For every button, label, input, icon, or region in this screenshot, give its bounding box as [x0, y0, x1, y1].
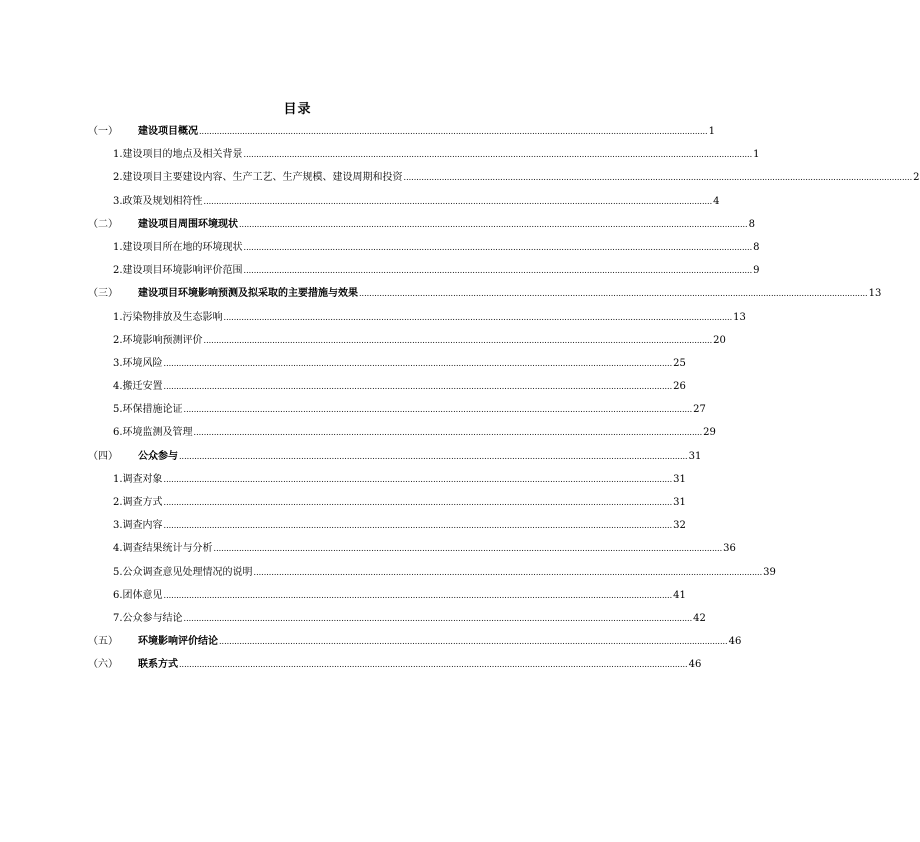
toc-subsection-entry[interactable] [88, 607, 706, 630]
toc-subsection-entry[interactable] [88, 398, 706, 421]
toc-page-number: 8 [748, 218, 755, 230]
toc-section-number: （二） [88, 218, 118, 230]
toc-section-entry[interactable] [88, 213, 755, 236]
toc-entry-label: 建设项目环境影响预测及拟采取的主要措施与效果 [138, 288, 358, 300]
toc-subsection-entry[interactable] [88, 329, 726, 352]
toc-page-number: 31 [673, 473, 686, 485]
toc-entry-label: 2.环境影响预测评价 [113, 334, 203, 346]
toc-dot-leader: ........................................................................................................................................................................................................ [163, 498, 673, 507]
toc-dot-leader: ........................................................................................................................................................................................................ [243, 150, 753, 160]
toc-dot-leader: ........................................................................................................................................................................................................ [359, 289, 868, 299]
toc-entry-label: 环境影响评价结论 [138, 636, 218, 648]
toc-entry-label: 1.污染物排放及生态影响 [113, 311, 223, 323]
toc-page-number: 1 [708, 126, 715, 137]
toc-entry-label: 1.调查对象 [113, 473, 163, 485]
toc-section-number: （四） [88, 450, 118, 462]
toc-subsection-entry[interactable] [88, 306, 746, 329]
toc-subsection-entry[interactable] [88, 352, 686, 375]
toc-entry-label: 5.公众调查意见处理情况的说明 [113, 566, 253, 578]
toc-entry-label: 建设项目周围环境现状 [138, 218, 238, 230]
toc-page-number: 36 [723, 543, 736, 555]
toc-page-number: 9 [753, 265, 760, 277]
toc-page-number: 39 [763, 566, 776, 578]
toc-subsection-entry[interactable] [88, 190, 720, 213]
toc-dot-leader: ........................................................................................................................................................................................................ [163, 358, 673, 368]
toc-dot-leader: ........................................................................................................................................................................................................ [193, 428, 703, 438]
toc-page-number: 13 [868, 288, 882, 300]
toc-subsection-entry[interactable] [88, 236, 760, 259]
toc-dot-leader: ........................................................................................................................................................................................................ [219, 637, 728, 647]
toc-section-entry[interactable] [88, 282, 882, 305]
toc-subsection-entry[interactable] [88, 166, 920, 189]
toc-dot-leader: ........................................................................................................................................................................................................ [243, 242, 753, 252]
toc-page-number: 25 [673, 357, 686, 369]
toc-section-entry[interactable] [88, 630, 742, 653]
toc-page-number: 46 [688, 659, 702, 671]
toc-entry-label: 5.环保措施论证 [113, 404, 183, 416]
toc-section-entry[interactable] [88, 653, 702, 676]
toc-entry-label: 4.调查结果统计与分析 [113, 543, 213, 555]
toc-subsection-entry[interactable] [88, 491, 686, 514]
toc-page-number: 2 [913, 172, 920, 184]
toc-page-number: 41 [673, 589, 686, 601]
toc-dot-leader: ........................................................................................................................................................................................................ [239, 219, 748, 229]
toc-subsection-entry[interactable] [88, 375, 686, 398]
toc-subsection-entry[interactable] [88, 537, 736, 560]
toc-dot-leader: ........................................................................................................................................................................................................ [163, 474, 673, 484]
toc-entry-label: 1.建设项目的地点及相关背景 [113, 149, 243, 161]
toc-subsection-entry[interactable] [88, 259, 760, 282]
toc-section-number: （六） [88, 659, 118, 671]
toc-dot-leader: ........................................................................................................................................................................................................ [253, 567, 763, 577]
toc-entry-label: 联系方式 [138, 659, 178, 671]
toc-page-number: 46 [728, 636, 742, 648]
toc-subsection-entry[interactable] [88, 468, 686, 491]
toc-entry-label: 公众参与 [138, 450, 178, 462]
toc-section-number: （一） [88, 126, 118, 137]
toc-entry-label: 2.建设项目主要建设内容、生产工艺、生产规模、建设周期和投资 [113, 172, 403, 184]
toc-section-entry[interactable] [88, 120, 715, 143]
toc-section-number: （三） [88, 288, 118, 300]
toc-title: 目录 [283, 102, 312, 117]
toc-dot-leader: ........................................................................................................................................................................................................ [163, 521, 673, 531]
toc-page-number: 8 [753, 241, 760, 253]
toc-dot-leader: ........................................................................................................................................................................................................ [213, 544, 723, 554]
toc-subsection-entry[interactable] [88, 143, 760, 166]
toc-entry-label: 2.调查方式 [113, 497, 163, 508]
toc-entry-label: 建设项目概况 [138, 126, 198, 137]
toc-entry-label: 6.环境监测及管理 [113, 427, 193, 439]
toc-dot-leader: ........................................................................................................................................................................................................ [183, 613, 693, 623]
toc-page-number: 42 [693, 612, 706, 624]
toc-dot-leader: ........................................................................................................................................................................................................ [179, 660, 688, 670]
toc-dot-leader: ........................................................................................................................................................................................................ [223, 312, 733, 322]
toc-page-number: 27 [693, 404, 706, 416]
toc-page-number: 29 [703, 427, 716, 439]
table-of-contents [88, 120, 920, 677]
toc-entry-label: 3.环境风险 [113, 357, 163, 369]
toc-dot-leader: ........................................................................................................................................................................................................ [163, 382, 673, 392]
toc-page-number: 1 [753, 149, 760, 161]
toc-page-number: 31 [688, 450, 702, 462]
toc-page-number: 32 [673, 520, 686, 532]
toc-subsection-entry[interactable] [88, 561, 776, 584]
toc-section-entry[interactable] [88, 445, 702, 468]
toc-page-number: 31 [673, 497, 686, 508]
toc-page-number: 26 [673, 381, 686, 393]
toc-entry-label: 1.建设项目所在地的环境现状 [113, 241, 243, 253]
toc-dot-leader: ........................................................................................................................................................................................................ [403, 173, 913, 183]
toc-section-number: （五） [88, 636, 118, 648]
toc-entry-label: 3.调查内容 [113, 520, 163, 532]
toc-entry-label: 3.政策及规划相符性 [113, 195, 203, 207]
toc-entry-label: 7.公众参与结论 [113, 612, 183, 624]
toc-entry-label: 4.搬迁安置 [113, 381, 163, 393]
toc-subsection-entry[interactable] [88, 584, 686, 607]
toc-page-number: 20 [713, 334, 726, 346]
toc-dot-leader: ........................................................................................................................................................................................................ [203, 196, 713, 206]
toc-entry-label: 6.团体意见 [113, 589, 163, 601]
toc-page-number: 13 [733, 311, 746, 323]
toc-dot-leader: ........................................................................................................................................................................................................ [183, 405, 693, 415]
toc-dot-leader: ........................................................................................................................................................................................................ [203, 335, 713, 345]
toc-dot-leader: ........................................................................................................................................................................................................ [179, 451, 688, 461]
toc-dot-leader: ........................................................................................................................................................................................................ [199, 127, 708, 136]
toc-entry-label: 2.建设项目环境影响评价范围 [113, 265, 243, 277]
toc-page-number: 4 [713, 195, 720, 207]
toc-dot-leader: ........................................................................................................................................................................................................ [163, 590, 673, 600]
toc-subsection-entry[interactable] [88, 514, 686, 537]
toc-dot-leader: ........................................................................................................................................................................................................ [243, 266, 753, 276]
toc-subsection-entry[interactable] [88, 421, 716, 444]
